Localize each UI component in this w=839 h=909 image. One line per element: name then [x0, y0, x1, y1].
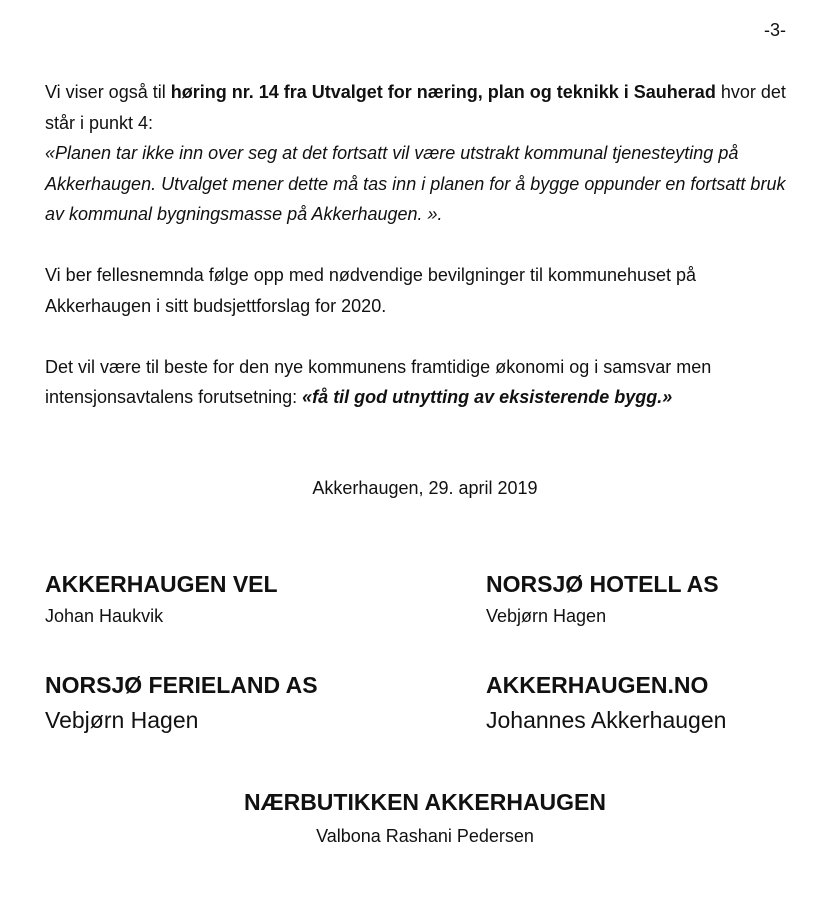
signature-person-name: Valbona Rashani Pedersen: [316, 826, 534, 846]
signature-person-name: Vebjørn Hagen: [45, 707, 199, 733]
signature-akkerhaugen-vel: [45, 571, 278, 627]
letter-body: [45, 77, 805, 443]
signature-norsjo-hotell: [486, 571, 719, 627]
paragraph-intro-text-end: hvor det står i punkt 4:: [45, 82, 786, 133]
signature-org-name: NORSJØ HOTELL AS: [486, 571, 719, 597]
signature-org-name: AKKERHAUGEN VEL: [45, 571, 278, 597]
signature-person-name: Vebjørn Hagen: [486, 606, 607, 626]
signature-person-name: Johannes Akkerhaugen: [486, 707, 727, 733]
hearing-quote: «Planen tar ikke inn over seg at det fortsatt vil være utstrakt kommunal tjenesteyting på Akkerhaugen. Utvalget mener dette må tas inn i planen for å bygge oppunder en fortsatt bruk av kommunal bygningsmasse på Akkerhaugen. ».: [45, 143, 786, 224]
paragraph-conclusion: [45, 352, 805, 413]
paragraph-intro-text: Vi viser også til: [45, 82, 171, 102]
signature-org-name: NORSJØ FERIELAND AS: [45, 672, 318, 698]
signature-person-name: Johan Haukvik: [45, 606, 164, 626]
date-line: Akkerhaugen, 29. april 2019: [312, 478, 538, 498]
paragraph-hearing-reference: [45, 77, 805, 230]
conclusion-text: Det vil være til beste for den nye kommunens framtidige økonomi og i samsvar men intensjonsavtalens forutsetning:: [45, 356, 712, 407]
paragraph-budget-request: Vi ber fellesnemnda følge opp med nødvendige bevilgninger til kommunehuset på Akkerhaugen i sitt budsjettforslag for 2020.: [45, 265, 697, 316]
signature-akkerhaugen-no: [486, 672, 726, 734]
signature-norsjo-ferieland: [45, 672, 318, 734]
signature-naerbutikken: [0, 789, 839, 847]
page-number: -3-: [764, 20, 786, 40]
conclusion-emphasis: «få til god utnytting av eksisterende bygg.»: [302, 387, 673, 407]
hearing-reference-bold: høring nr. 14 fra Utvalget for næring, plan og teknikk i Sauherad: [170, 82, 716, 102]
signature-org-name: NÆRBUTIKKEN AKKERHAUGEN: [243, 789, 607, 815]
signature-org-name: AKKERHAUGEN.NO: [486, 672, 709, 698]
